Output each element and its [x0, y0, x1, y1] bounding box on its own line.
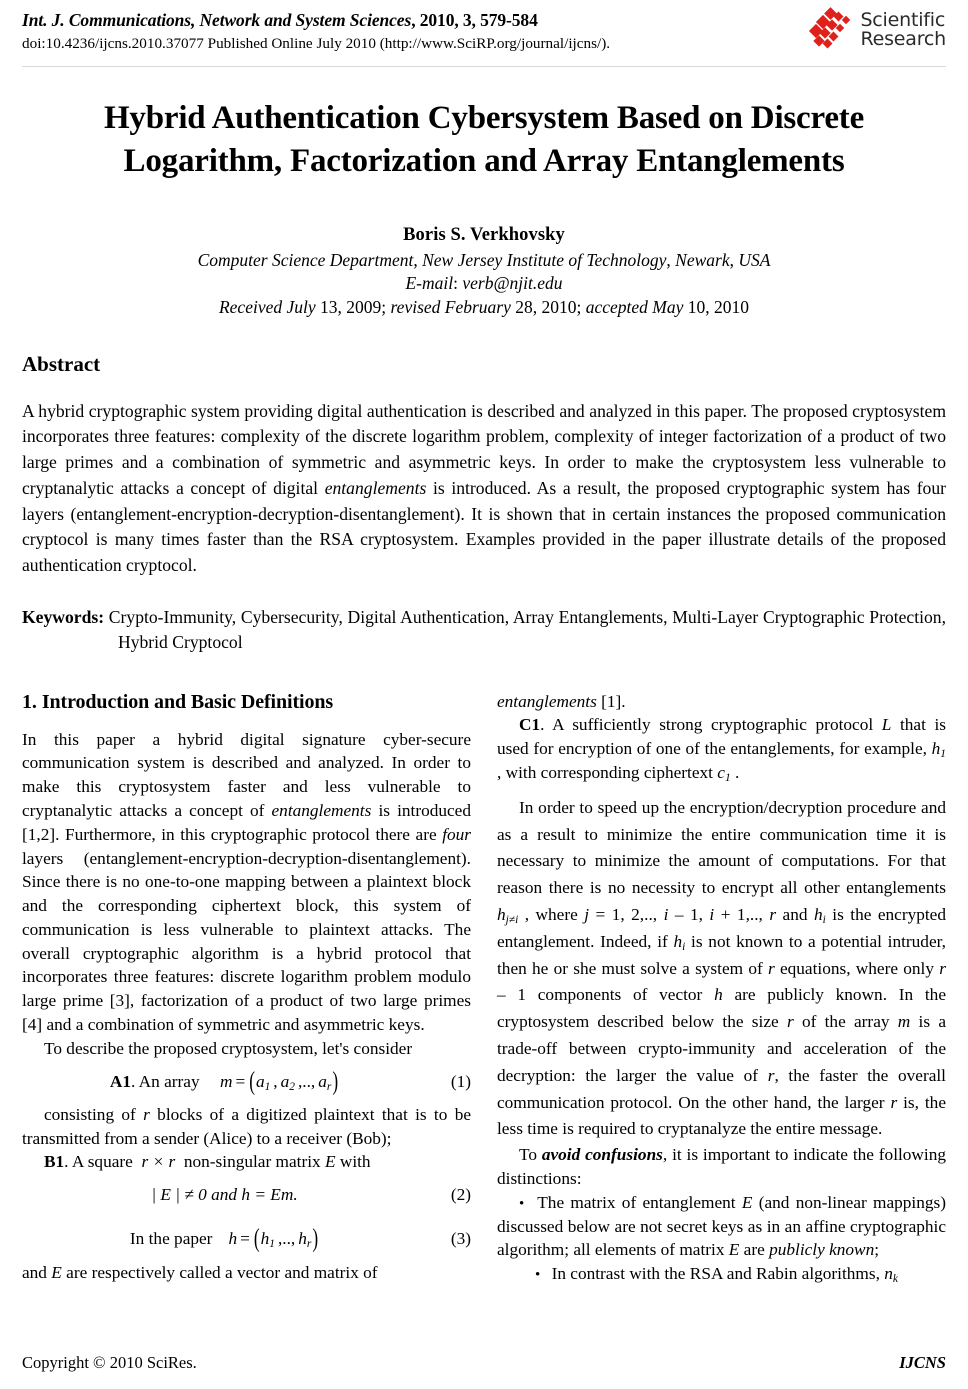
- lp1-part-2: is introduced [1,2]. Furthermore, in this cryptographic protocol there are: [22, 801, 471, 844]
- publisher-name: [860, 8, 946, 50]
- rb1-part-1: The matrix of entanglement: [531, 1192, 742, 1212]
- page-footer: [22, 1353, 946, 1373]
- abstract-part-1: A hybrid cryptographic system providing digital authentication is described and analyzed in this paper. The proposed cryptosystem incorporates three features: complexity of the discrete logarithm problem, complexity of integer factorization of a product of two large primes and a combination of symmetric and asymmetric keys. In order to make the cryptosystem less vulnerable to cryptanalytic attacks a concept of digital: [22, 400, 946, 498]
- rp2-var-hji: [497, 904, 519, 927]
- abstract-part-2: is introduced. As a result, the proposed cryptographic system has four layers (entanglement-encryption-decryption-disentanglement). It is shown that in certain instances the proposed communication cryptocol is many times faster than the RSA cryptosystem. Examples provided in the paper illustrate details of the proposed authentication cryptocol.: [22, 477, 946, 576]
- eq1-m: m: [219, 1071, 233, 1091]
- section-1-heading: [22, 690, 471, 714]
- c1-part-3: , with corresponding ciphertext: [497, 763, 718, 783]
- eq3-h1: h: [260, 1229, 270, 1249]
- eq1-close-paren: ): [332, 1066, 339, 1096]
- left-paragraph-4: [22, 1261, 471, 1285]
- equation-1-number: (1): [450, 1071, 471, 1091]
- eq3-hr-sub: r: [306, 1238, 312, 1251]
- paper-title: [48, 97, 920, 183]
- lp1-em-four: four: [442, 824, 471, 844]
- rp2-var-r3: r: [939, 958, 946, 978]
- lp1-em-entanglements: entanglements: [271, 801, 372, 821]
- keywords-label: Keywords:: [22, 607, 105, 628]
- b1-math-rxr: r × r: [141, 1152, 176, 1172]
- rb1-var-E1: E: [741, 1192, 753, 1212]
- brand-line-2: Research: [860, 28, 946, 50]
- paper-title-line-1: Hybrid Authentication Cybersystem Based on Discrete: [103, 100, 865, 136]
- rp0-em-entanglements: entanglements: [497, 691, 597, 711]
- rb1-part-3: are: [739, 1240, 770, 1260]
- rp2-h-sub: j≠i: [505, 914, 519, 927]
- bullet-dot-icon-2: •: [535, 1267, 541, 1284]
- c1-h: h: [931, 739, 941, 759]
- date-accepted-value: 10, 2010: [683, 297, 750, 318]
- rp2-part-12: of the array: [793, 1012, 898, 1032]
- lp4-part-1: and: [22, 1262, 52, 1282]
- lp1-part-1: In this paper a hybrid digital signature cyber-secure communication system is described and analyzed. In order to make this cryptosystem faster and less vulnerable to cryptanalytic attacks a concept of: [22, 729, 471, 821]
- rp2-part-4: – 1,: [668, 904, 710, 924]
- paper-dates: [22, 296, 946, 320]
- date-revised-label: revised February: [390, 297, 511, 318]
- right-paragraph-c1: [497, 713, 946, 784]
- rp2-var-j: j: [584, 904, 590, 924]
- author-name: Boris S. Verkhovsky: [403, 224, 565, 245]
- rp2-part-10: – 1 components of vector: [497, 985, 715, 1005]
- rb1-var-E2: E: [728, 1240, 740, 1260]
- rb2-n: n: [884, 1264, 893, 1284]
- lp4-part-2: are respectively called a vector and matrix of: [61, 1262, 378, 1282]
- eq1-ar: a: [318, 1071, 327, 1091]
- header-divider: [22, 66, 946, 67]
- rp2-var-i1: i: [663, 904, 669, 924]
- rp2-var-r6: r: [890, 1092, 898, 1112]
- keywords-block: [22, 605, 946, 656]
- rp2-part-8: is not known to a potential intruder, then he or she must solve a system of: [497, 931, 946, 978]
- c1-var-L: L: [881, 715, 892, 735]
- equation-1-math: [204, 1066, 339, 1096]
- copyright-notice: Copyright © 2010 SciRes.: [22, 1353, 197, 1372]
- c1-c: c: [717, 763, 725, 783]
- author-affiliation: [22, 249, 946, 320]
- affiliation-city: Newark: [675, 249, 730, 270]
- eq1-a2: a: [280, 1071, 290, 1091]
- rp3-avoid-confusions: avoid confusions: [541, 1145, 663, 1165]
- rp0-rest: [1].: [596, 691, 626, 711]
- abstract-text: [22, 399, 946, 579]
- rp2-part-1: In order to speed up the encryption/decryption procedure and as a result to minimize the entire communication time it is necessary to minimize the amount of computations. For that reason there is no necessity to encrypt all other entanglements: [497, 797, 946, 898]
- rp2-var-hi-1: [813, 904, 826, 927]
- rp2-part-7: is the encrypted entanglement. Indeed, if: [497, 904, 946, 951]
- equation-1-row: [22, 1066, 471, 1096]
- eq1-open-paren: (: [249, 1066, 255, 1096]
- equation-2: [22, 1183, 427, 1207]
- eq3-h: h: [228, 1229, 238, 1249]
- eq3-ellipsis: ,..,: [277, 1229, 296, 1249]
- rp2-h: h: [497, 904, 506, 924]
- date-accepted-label: accepted May: [585, 297, 684, 318]
- c1-var-c1: [717, 763, 731, 785]
- equation-3-number: (3): [450, 1229, 471, 1249]
- rp3-part-1: To: [519, 1145, 542, 1165]
- eq1-a2-sub: 2: [289, 1080, 295, 1093]
- rp2-part-9: equations, where only: [774, 958, 940, 978]
- eq3-close-paren: ): [312, 1223, 319, 1254]
- journal-running-head: [22, 10, 832, 32]
- masthead: [22, 8, 946, 64]
- doi-line: doi:10.4236/ijcns.2010.37077 Published Online July 2010 (http://www.SciRP.org/journal/ijcns/).: [22, 34, 611, 52]
- left-column: [22, 690, 471, 1286]
- a1-bold: A1: [109, 1071, 131, 1091]
- c1-bold: C1: [519, 715, 541, 735]
- left-paragraph-1: [22, 728, 471, 1037]
- eq3-hr: h: [298, 1229, 307, 1249]
- eq3-open-paren: (: [253, 1223, 260, 1254]
- rp2-var-r4: r: [786, 1012, 794, 1032]
- lp3-var-r: r: [143, 1104, 150, 1124]
- rp2-var-i2: i: [709, 904, 715, 924]
- rp2-hi-sub: i: [822, 914, 826, 927]
- left-paragraph-2: To describe the proposed cryptosystem, let's consider: [44, 1038, 413, 1058]
- masthead-text: [22, 10, 832, 54]
- eq1-ar-sub: r: [326, 1080, 332, 1093]
- affiliation-dept: Computer Science Department: [197, 249, 414, 270]
- eq1-equals: =: [235, 1071, 246, 1091]
- affiliation-sep-3: ,: [729, 249, 739, 270]
- affiliation-sep-2: ,: [666, 249, 676, 270]
- rb2-part-1: In contrast with the RSA and Rabin algorithms,: [547, 1264, 885, 1284]
- rp2-var-m: m: [897, 1012, 911, 1032]
- rp2-part-15: is, the less time is required to cryptanalyze the entire message.: [497, 1092, 946, 1139]
- eq1-a1: a: [255, 1071, 265, 1091]
- right-column: [497, 690, 946, 1286]
- rp2-part-11: are publicly known. In the cryptosystem described below the size: [497, 985, 946, 1032]
- equation-3-math: [212, 1223, 319, 1254]
- right-paragraph-3: [497, 1143, 946, 1191]
- lp3-part-1: consisting of: [44, 1104, 144, 1124]
- item-a1-label: [110, 1072, 200, 1091]
- rb2-n-sub: k: [892, 1273, 898, 1286]
- rb1-part-4: ;: [874, 1240, 880, 1260]
- affiliation-institute: New Jersey Institute of Technology: [422, 249, 667, 270]
- equation-2-number: (2): [450, 1185, 471, 1205]
- right-bullet-2: [497, 1262, 946, 1286]
- eq1-a1-sub: 1: [264, 1080, 271, 1093]
- paper-title-line-2: Logarithm, Factorization and Array Entanglements: [123, 142, 845, 179]
- affiliation-sep-1: ,: [413, 249, 423, 270]
- lp3-part-2: blocks of a digitized plaintext that is to be transmitted from a sender (Alice) to a receiver (Bob);: [22, 1104, 472, 1148]
- rp2-var-r5: r: [767, 1065, 775, 1085]
- equation-3-row: [22, 1223, 471, 1254]
- b1-var-E: E: [324, 1152, 336, 1172]
- date-revised-value: 28, 2010;: [510, 297, 586, 318]
- rp2-var-r2: r: [767, 958, 775, 978]
- affiliation-line: [22, 249, 946, 273]
- lp1-part-3: layers (entanglement-encryption-decryption-disentanglement). Since there is no one-to-one mapping between a plaintext block and the corresponding ciphertext block, this system of communication is less vulnerable to plaintext attacks. The overall cryptographic algorithm is a hybrid protocol that incorporates three features: discrete logarithm problem modulo large prime [3], factorization of a product of two large primes [4] and a combination of symmetric and asymmetric keys.: [22, 848, 471, 1035]
- a1-text: . An array: [131, 1071, 200, 1091]
- date-received-label: Received July: [218, 297, 316, 318]
- bullet-dot-icon-1: •: [519, 1195, 525, 1212]
- email-address: verb@njit.edu: [462, 273, 563, 294]
- equation-3-lead: In the paper: [129, 1229, 213, 1249]
- keywords-line-2: Cryptographic Protection, Hybrid Cryptocol: [118, 607, 947, 653]
- eq3-equals: =: [240, 1229, 250, 1249]
- rb1-em-publicly-known: publicly known: [769, 1240, 875, 1260]
- b1-bold: B1: [44, 1152, 65, 1172]
- rp2-part-3: = 1, 2,..,: [589, 904, 664, 924]
- rp2-var-hvec: h: [714, 985, 723, 1005]
- c1-part-2: that is used for encryption of one of the entanglements, for example,: [497, 715, 946, 759]
- rb1-part-2: (and non-linear mappings) discussed below are not secret keys as in an affine cryptographic algorithm; all elements of matrix: [497, 1192, 946, 1260]
- publisher-logo: [809, 8, 946, 52]
- email-label: E-mail: [405, 273, 454, 294]
- c1-part-1: . A sufficiently strong cryptographic protocol: [540, 715, 882, 735]
- right-paragraph-0: [497, 690, 946, 714]
- c1-c-sub: 1: [724, 772, 731, 785]
- journal-name: Int. J. Communications, Network and System Sciences: [22, 10, 412, 30]
- email-sep: :: [453, 273, 463, 294]
- equation-1: [22, 1066, 427, 1096]
- b1-text-c: with: [335, 1152, 371, 1172]
- rp2-part-14: , the faster the overall communication protocol. On the other hand, the larger: [497, 1065, 946, 1112]
- rp2-var-r1: r: [769, 904, 777, 924]
- abstract-heading: Abstract: [22, 351, 101, 376]
- journal-abbreviation: IJCNS: [899, 1353, 946, 1372]
- eq3-h1-sub: 1: [269, 1238, 275, 1251]
- keywords-line-1: Crypto-Immunity, Cybersecurity, Digital Authentication, Array Entanglements, Multi-Layer: [104, 607, 759, 628]
- rp2-hi: h: [813, 904, 823, 924]
- rp2-part-13: is a trade-off between crypto-immunity and acceleration of the decryption: the larger the value of: [497, 1012, 947, 1085]
- rp2-part-6: and: [776, 904, 814, 924]
- c1-part-4: .: [730, 763, 740, 783]
- b1-text-a: . A square: [64, 1152, 133, 1172]
- journal-issue: , 2010, 3, 579-584: [411, 10, 538, 30]
- rp2-hi2: h: [673, 931, 683, 951]
- right-paragraph-2: [497, 795, 946, 1143]
- eq1-comma-1: ,: [273, 1071, 278, 1091]
- date-received-value: 13, 2009;: [315, 297, 391, 318]
- lp4-var-E: E: [51, 1262, 62, 1282]
- rp2-var-hi-2: [674, 932, 686, 951]
- equation-2-row: [22, 1183, 471, 1207]
- c1-var-h1: [931, 739, 946, 761]
- abstract-emphasis-entanglements: entanglements: [324, 477, 427, 498]
- right-bullet-1: [497, 1191, 946, 1262]
- b1-text-b: non-singular matrix: [183, 1152, 325, 1172]
- author-email-line: [22, 272, 946, 296]
- left-paragraph-3: [22, 1103, 471, 1151]
- rp2-hi2-sub: i: [682, 940, 686, 953]
- left-paragraph-b1: [22, 1150, 471, 1174]
- affiliation-country: USA: [738, 249, 771, 270]
- section-1-number: 1.: [22, 690, 37, 713]
- rp2-part-2: , where: [518, 904, 585, 924]
- rb2-var-nk: [884, 1264, 898, 1286]
- eq1-ellipsis: ,..,: [297, 1071, 316, 1091]
- scientific-research-diamond-icon: [809, 8, 853, 52]
- equation-3: [22, 1223, 427, 1254]
- rp2-part-5: + 1,..,: [714, 904, 770, 924]
- c1-h-sub: 1: [940, 748, 946, 761]
- brand-line-1: Scientific: [860, 8, 946, 31]
- section-1-title: Introduction and Basic Definitions: [41, 690, 334, 713]
- equation-2-math: | E | ≠ 0 and h = Em.: [151, 1185, 298, 1205]
- rp3-part-2: , it is important to indicate the following distinctions:: [497, 1145, 946, 1188]
- body-columns: [22, 690, 946, 1286]
